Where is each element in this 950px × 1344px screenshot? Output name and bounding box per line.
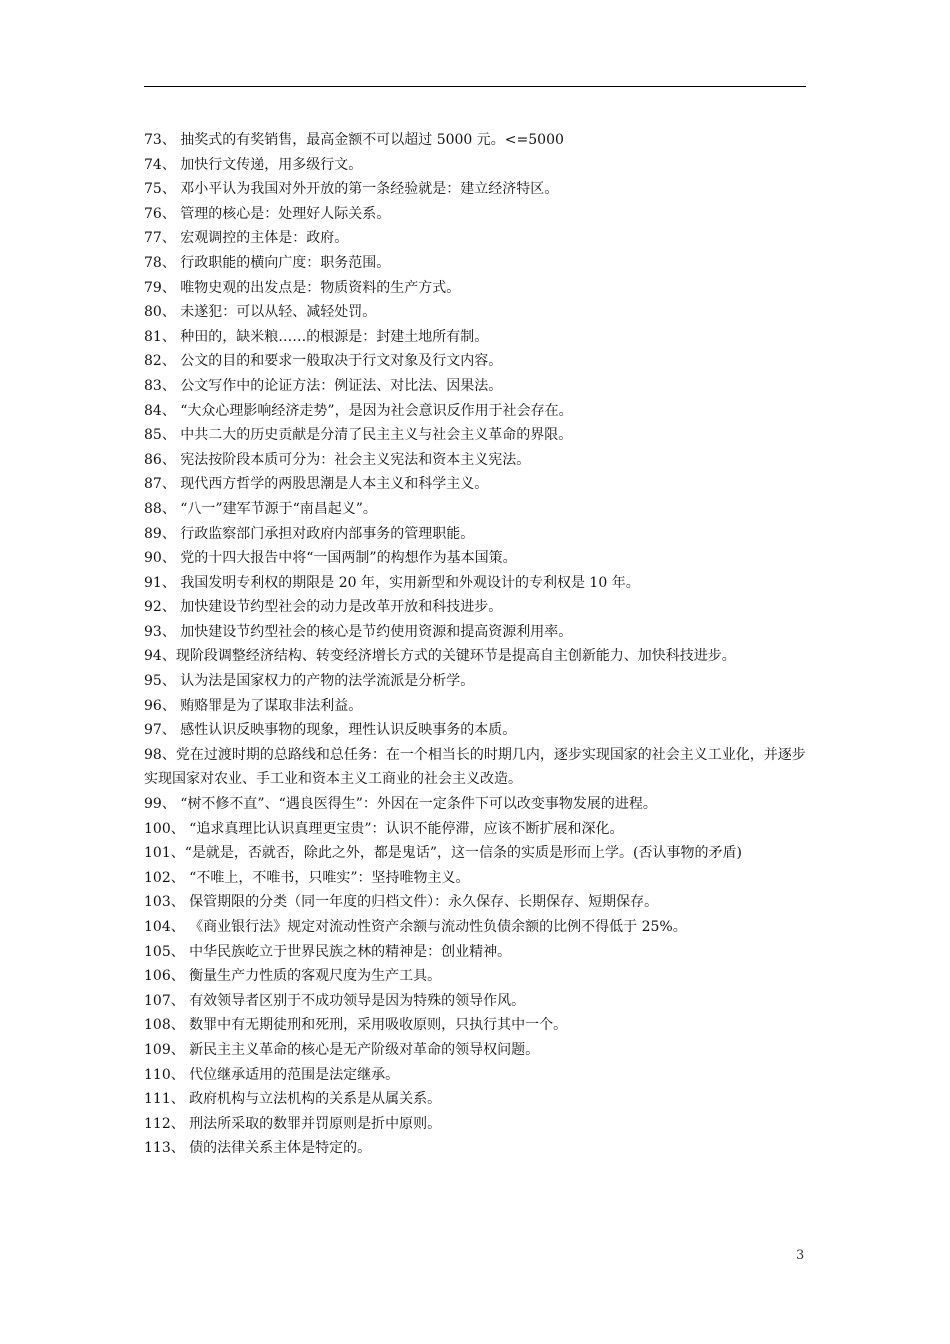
- list-item: 108、 数罪中有无期徒刑和死刑，采用吸收原则，只执行其中一个。: [144, 1017, 568, 1034]
- list-item: 82、 公文的目的和要求一般取决于行文对象及行文内容。: [144, 353, 503, 370]
- list-item: 84、 “大众心理影响经济走势”，是因为社会意识反作用于社会存在。: [144, 402, 573, 419]
- list-item: 83、 公文写作中的论证方法：例证法、对比法、因果法。: [144, 377, 503, 394]
- list-item: 88、 “八一”建军节源于“南昌起义”。: [144, 500, 377, 517]
- list-item: 91、 我国发明专利权的期限是 20 年，实用新型和外观设计的专利权是 10 年。: [144, 574, 640, 591]
- list-item: 94、现阶段调整经济结构、转变经济增长方式的关键环节是提高自主创新能力、加快科技进步。: [144, 648, 736, 665]
- document-body: [144, 128, 808, 1161]
- list-item: 97、 感性认识反映事物的现象，理性认识反映事务的本质。: [144, 722, 517, 739]
- list-item: 87、 现代西方哲学的两股思潮是人本主义和科学主义。: [144, 476, 489, 493]
- list-item: 93、 加快建设节约型社会的核心是节约使用资源和提高资源利用率。: [144, 623, 573, 640]
- list-item: 79、 唯物史观的出发点是：物质资料的生产方式。: [144, 279, 461, 296]
- list-item: 76、 管理的核心是：处理好人际关系。: [144, 205, 391, 222]
- list-item: 95、 认为法是国家权力的产物的法学流派是分析学。: [144, 673, 475, 690]
- list-item: 96、 贿赂罪是为了谋取非法利益。: [144, 697, 363, 714]
- list-item: 103、 保管期限的分类（同一年度的归档文件）：永久保存、长期保存、短期保存。: [144, 894, 659, 911]
- page-number: 3: [796, 1248, 805, 1263]
- list-item: 90、 党的十四大报告中将“一国两制”的构想作为基本国策。: [144, 550, 517, 567]
- header-rule: [144, 86, 806, 87]
- list-item: 101、“是就是，否就否，除此之外，都是鬼话”，这一信条的实质是形而上学。(否认事物的矛盾): [144, 845, 742, 862]
- list-item: 92、 加快建设节约型社会的动力是改革开放和科技进步。: [144, 599, 503, 616]
- list-item: 73、 抽奖式的有奖销售，最高金额不可以超过 5000 元。<=5000: [144, 132, 564, 148]
- list-item: 100、 “追求真理比认识真理更宝贵”：认识不能停滞，应该不断扩展和深化。: [144, 820, 624, 837]
- list-item: 105、 中华民族屹立于世界民族之林的精神是：创业精神。: [144, 943, 512, 960]
- list-item: 89、 行政监察部门承担对政府内部事务的管理职能。: [144, 525, 475, 542]
- list-item: 109、 新民主主义革命的核心是无产阶级对革命的领导权问题。: [144, 1041, 540, 1058]
- list-item: 106、 衡量生产力性质的客观尺度为生产工具。: [144, 968, 442, 985]
- list-item: 102、 “不唯上，不唯书，只唯实”：坚持唯物主义。: [144, 869, 470, 886]
- list-item: 74、 加快行文传递，用多级行文。: [144, 156, 363, 173]
- list-item: 104、 《商业银行法》规定对流动性资产余额与流动性负债余额的比例不得低于 25%。: [144, 919, 687, 935]
- list-item: 98、党在过渡时期的总路线和总任务：在一个相当长的时期几内，逐步实现国家的社会主义工业化，并逐步实现国家对农业、手工业和资本主义工商业的社会主义改造。: [144, 746, 806, 788]
- list-item: 80、 未遂犯：可以从轻、减轻处罚。: [144, 304, 377, 321]
- list-item: 85、 中共二大的历史贡献是分清了民主主义与社会主义革命的界限。: [144, 427, 573, 444]
- list-item: 81、 种田的，缺米粮……的根源是：封建土地所有制。: [144, 328, 489, 345]
- list-item: 111、 政府机构与立法机构的关系是从属关系。: [144, 1091, 442, 1108]
- list-item: 110、 代位继承适用的范围是法定继承。: [144, 1066, 400, 1083]
- list-item: 78、 行政职能的横向广度：职务范围。: [144, 254, 391, 271]
- list-item: 107、 有效领导者区别于不成功领导是因为特殊的领导作风。: [144, 992, 526, 1009]
- list-item: 113、 债的法律关系主体是特定的。: [144, 1140, 372, 1157]
- list-item: 99、 “树不修不直”、“遇良医得生”：外因在一定条件下可以改变事物发展的进程。: [144, 796, 657, 813]
- list-item: 112、 刑法所采取的数罪并罚原则是折中原则。: [144, 1115, 442, 1132]
- list-item: 86、 宪法按阶段本质可分为：社会主义宪法和资本主义宪法。: [144, 451, 531, 468]
- list-item: 75、 邓小平认为我国对外开放的第一条经验就是：建立经济特区。: [144, 181, 559, 198]
- list-item: 77、 宏观调控的主体是：政府。: [144, 230, 349, 247]
